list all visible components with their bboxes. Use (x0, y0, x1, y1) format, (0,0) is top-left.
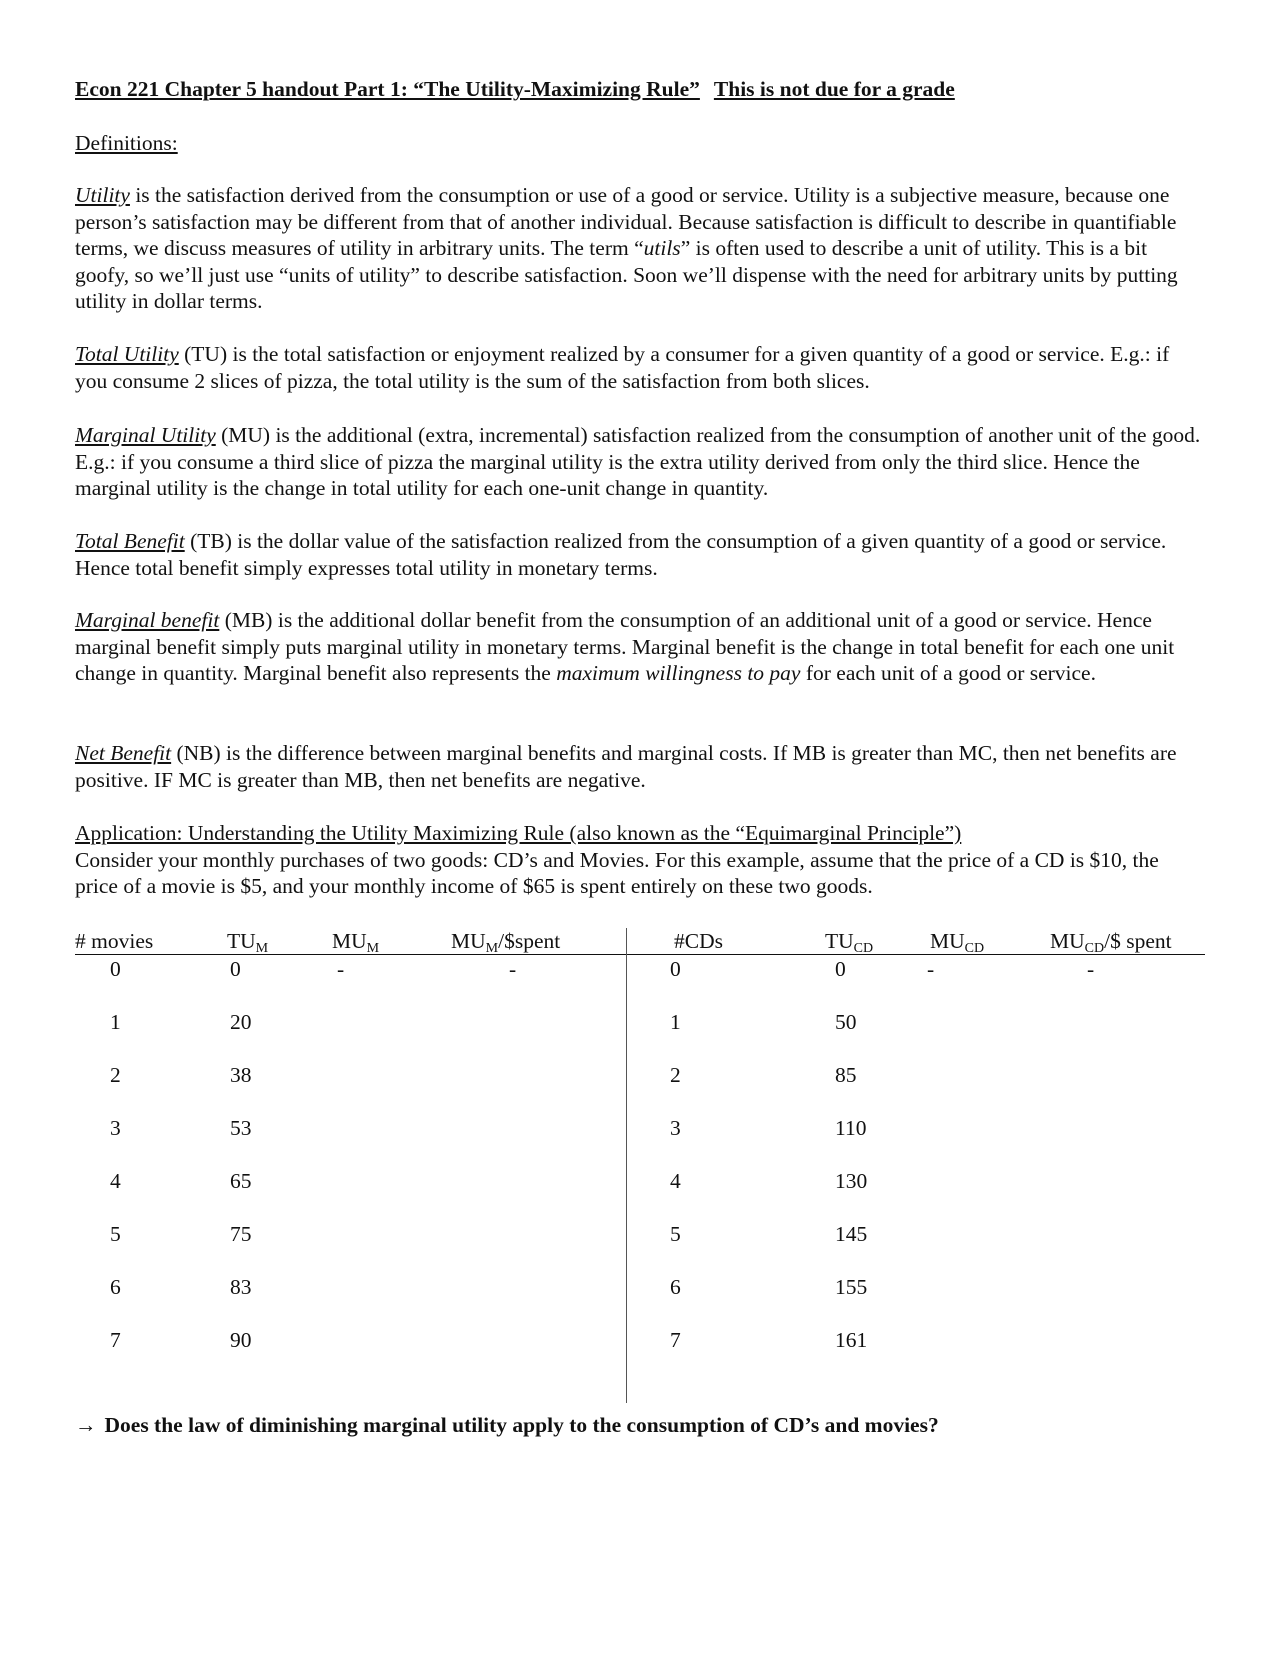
definition-text: (TB) is the dollar value of the satisfaction realized from the consumption of a given quantity of a good or service. Hence total benefit simply expresses total utility in monetary terms. (75, 529, 1167, 580)
cell-mu-cd: - (927, 957, 935, 981)
definition-text: (MU) is the additional (extra, incremental) satisfaction realized from the consumption of another unit of the good. E.g.: if you consume a third slice of pizza the marginal utility is the extra utility derived from only the third slice. Hence the marginal utility is the change in total utility for each one-unit change in quantity. (75, 423, 1201, 500)
page-title (75, 76, 955, 103)
table-divider (626, 928, 627, 1403)
cell-mu-m: - (337, 957, 345, 981)
cell-cds: 6 (670, 1275, 681, 1299)
cell-tu-cd: 85 (835, 1063, 857, 1087)
cell-tu-m: 83 (230, 1275, 252, 1299)
header-mu-per-dollar-movies: $MU_M/\$spent$ (451, 929, 561, 956)
definition-term: Net Benefit (75, 741, 172, 765)
utils-term: utils (643, 236, 681, 260)
cell-tu-cd: 50 (835, 1010, 857, 1034)
header-tu-movies: $TU_M$ (227, 929, 269, 956)
definition-term: Total Benefit (75, 529, 185, 553)
definition-text: is the satisfaction derived from the consumption or use of a good or service. Utility is a subjective measure, because one person’s satisfaction may be different from that of another individual. Because satisfaction is difficult to describe in quantifiable terms, we discuss measures of utility in arbitrary units. The term “ (75, 183, 1177, 260)
application-heading: Application: Understanding the Utility Maximizing Rule (also known as the “Equimarginal Principle”) (75, 821, 962, 845)
definition-total-benefit (75, 528, 1205, 581)
definition-term: Total Utility (75, 342, 179, 366)
cell-tu-cd: 161 (835, 1328, 868, 1352)
arrow-icon: → (75, 1413, 97, 1437)
definition-term: Utility (75, 183, 130, 207)
question-text: Does the law of diminishing marginal utility apply to the consumption of CD’s and movies? (104, 1413, 939, 1437)
cell-tu-m: 90 (230, 1328, 252, 1352)
cell-movies: 0 (110, 957, 121, 981)
header-mu-movies: $MU_M$ (332, 929, 380, 956)
definition-utility (75, 182, 1205, 315)
definition-net-benefit (75, 740, 1205, 793)
cell-movies: 7 (110, 1328, 121, 1352)
header-mu-per-dollar-cds: $MU_{CD}/\$$ spent (1050, 929, 1172, 956)
definition-text: (TU) is the total satisfaction or enjoyment realized by a consumer for a given quantity of a good or service. E.g.: if you consume 2 slices of pizza, the total utility is the sum of the satisfaction from both slices. (75, 342, 1170, 393)
cell-cds: 2 (670, 1063, 681, 1087)
header-movies: # movies (75, 929, 154, 953)
header-cds: #CDs (674, 929, 723, 953)
header-tu-cds: $TU_{CD}$ (825, 929, 874, 956)
cell-tu-m: 75 (230, 1222, 252, 1246)
cell-cds: 1 (670, 1010, 681, 1034)
definition-text: (NB) is the difference between marginal benefits and marginal costs. If MB is greater than MC, then net benefits are positive. IF MC is greater than MB, then net benefits are negative. (75, 741, 1177, 792)
cell-tu-m: 65 (230, 1169, 252, 1193)
title-main: Econ 221 Chapter 5 handout Part 1: “The Utility-Maximizing Rule” (75, 77, 700, 101)
cell-tu-cd: 0 (835, 957, 846, 981)
definition-marginal-benefit (75, 607, 1205, 687)
cell-tu-cd: 145 (835, 1222, 868, 1246)
application-section (75, 820, 1205, 900)
definition-text: ” is often used to describe a unit of utility. This is a bit goofy, so we’ll just use “units of utility” to describe satisfaction. Soon we’ll dispense with the need for arbitrary units by putting utility in dollar terms. (75, 236, 1178, 313)
cell-tu-cd: 130 (835, 1169, 868, 1193)
cell-tu-m: 20 (230, 1010, 252, 1034)
cell-cds: 5 (670, 1222, 681, 1246)
definition-term: Marginal benefit (75, 608, 220, 632)
cell-cds: 3 (670, 1116, 681, 1140)
cell-cds: 7 (670, 1328, 681, 1352)
discussion-question (75, 1412, 939, 1439)
willingness-to-pay-phrase: maximum willingness to pay (556, 661, 801, 685)
cell-mu-m-spent: - (509, 957, 517, 981)
cell-tu-cd: 110 (835, 1116, 867, 1140)
utility-table (75, 928, 1205, 1403)
definitions-heading: Definitions: (75, 131, 178, 155)
cell-tu-m: 0 (230, 957, 241, 981)
cell-cds: 0 (670, 957, 681, 981)
cell-tu-m: 53 (230, 1116, 252, 1140)
cell-movies: 5 (110, 1222, 121, 1246)
cell-tu-cd: 155 (835, 1275, 868, 1299)
cell-movies: 1 (110, 1010, 121, 1034)
title-note: This is not due for a grade (713, 77, 955, 101)
cell-movies: 2 (110, 1063, 121, 1087)
header-mu-cds: $MU_{CD}$ (930, 929, 985, 956)
cell-movies: 4 (110, 1169, 121, 1193)
cell-tu-m: 38 (230, 1063, 252, 1087)
definition-text: for each unit of a good or service. (800, 661, 1096, 685)
table-header-row (75, 928, 1205, 955)
definition-marginal-utility (75, 422, 1205, 502)
cell-movies: 6 (110, 1275, 121, 1299)
cell-mu-cd-spent: - (1087, 957, 1095, 981)
definition-term: Marginal Utility (75, 423, 216, 447)
definition-total-utility (75, 341, 1205, 394)
cell-movies: 3 (110, 1116, 121, 1140)
definition-text: (MB) is the additional dollar benefit from the consumption of an additional unit of a good or service. Hence marginal benefit simply puts marginal utility in monetary terms. Marginal benefit is the change in total benefit for each one unit change in quantity. Marginal benefit also represents the (75, 608, 1175, 685)
cell-cds: 4 (670, 1169, 681, 1193)
application-text: Consider your monthly purchases of two goods: CD’s and Movies. For this example, assume that the price of a CD is $10, the price of a movie is $5, and your monthly income of $65 is spent entirely on these two goods. (75, 847, 1159, 898)
